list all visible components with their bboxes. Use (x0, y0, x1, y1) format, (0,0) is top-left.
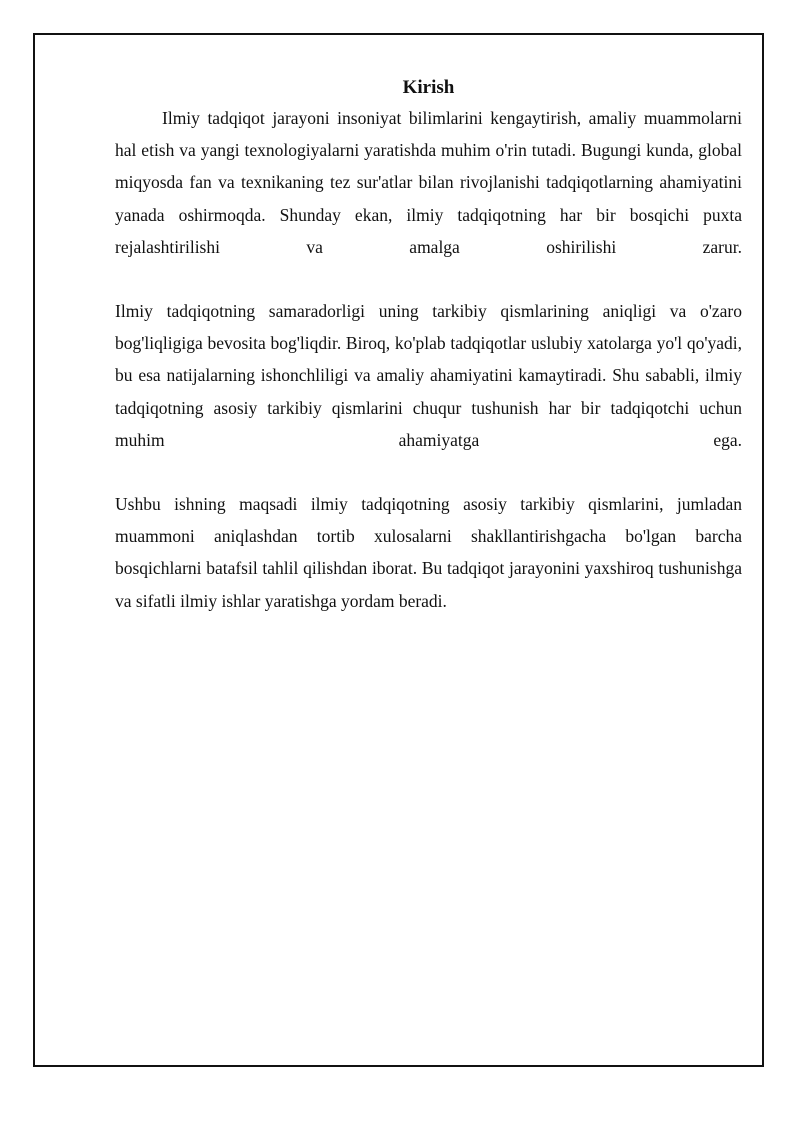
paragraph-gap (115, 263, 742, 295)
paragraph-2: Ilmiy tadqiqotning samaradorligi uning tarkibiy qismlarining aniqligi va o'zaro bog'liqligiga bevosita bog'liqdir. Biroq, ko'plab tadqiqotlar uslubiy xatolarga yo'l qo'yadi, bu esa natijalarning ishonchliligi va amaliy ahamiyatini kamaytiradi. Shu sababli, ilmiy tadqiqotning asosiy tarkibiy qismlarini chuqur tushunish har bir tadqiqotchi uchun muhim ahamiyatga ega. (115, 301, 742, 450)
document-title: Kirish (402, 77, 455, 98)
document-body (115, 74, 742, 617)
paragraph-3: Ushbu ishning maqsadi ilmiy tadqiqotning asosiy tarkibiy qismlarini, jumladan muammoni aniqlashdan tortib xulosalarni shakllantirishgacha bo'lgan barcha bosqichlarni batafsil tahlil qilishdan iborat. Bu tadqiqot jarayonini yaxshiroq tushunishga va sifatli ilmiy ishlar yaratishga yordam beradi. (115, 494, 742, 611)
paragraph-1: Ilmiy tadqiqot jarayoni insoniyat bilimlarini kengaytirish, amaliy muammolarni hal etish va yangi texnologiyalarni yaratishda muhim o'rin tutadi. Bugungi kunda, global miqyosda fan va texnikaning tez sur'atlar bilan rivojlanishi tadqiqotlarning ahamiyatini yanada oshirmoqda. Shunday ekan, ilmiy tadqiqotning har bir bosqichi puxta rejalashtirilishi va amalga oshirilishi zarur. (115, 108, 742, 257)
paragraph-gap (115, 456, 742, 488)
